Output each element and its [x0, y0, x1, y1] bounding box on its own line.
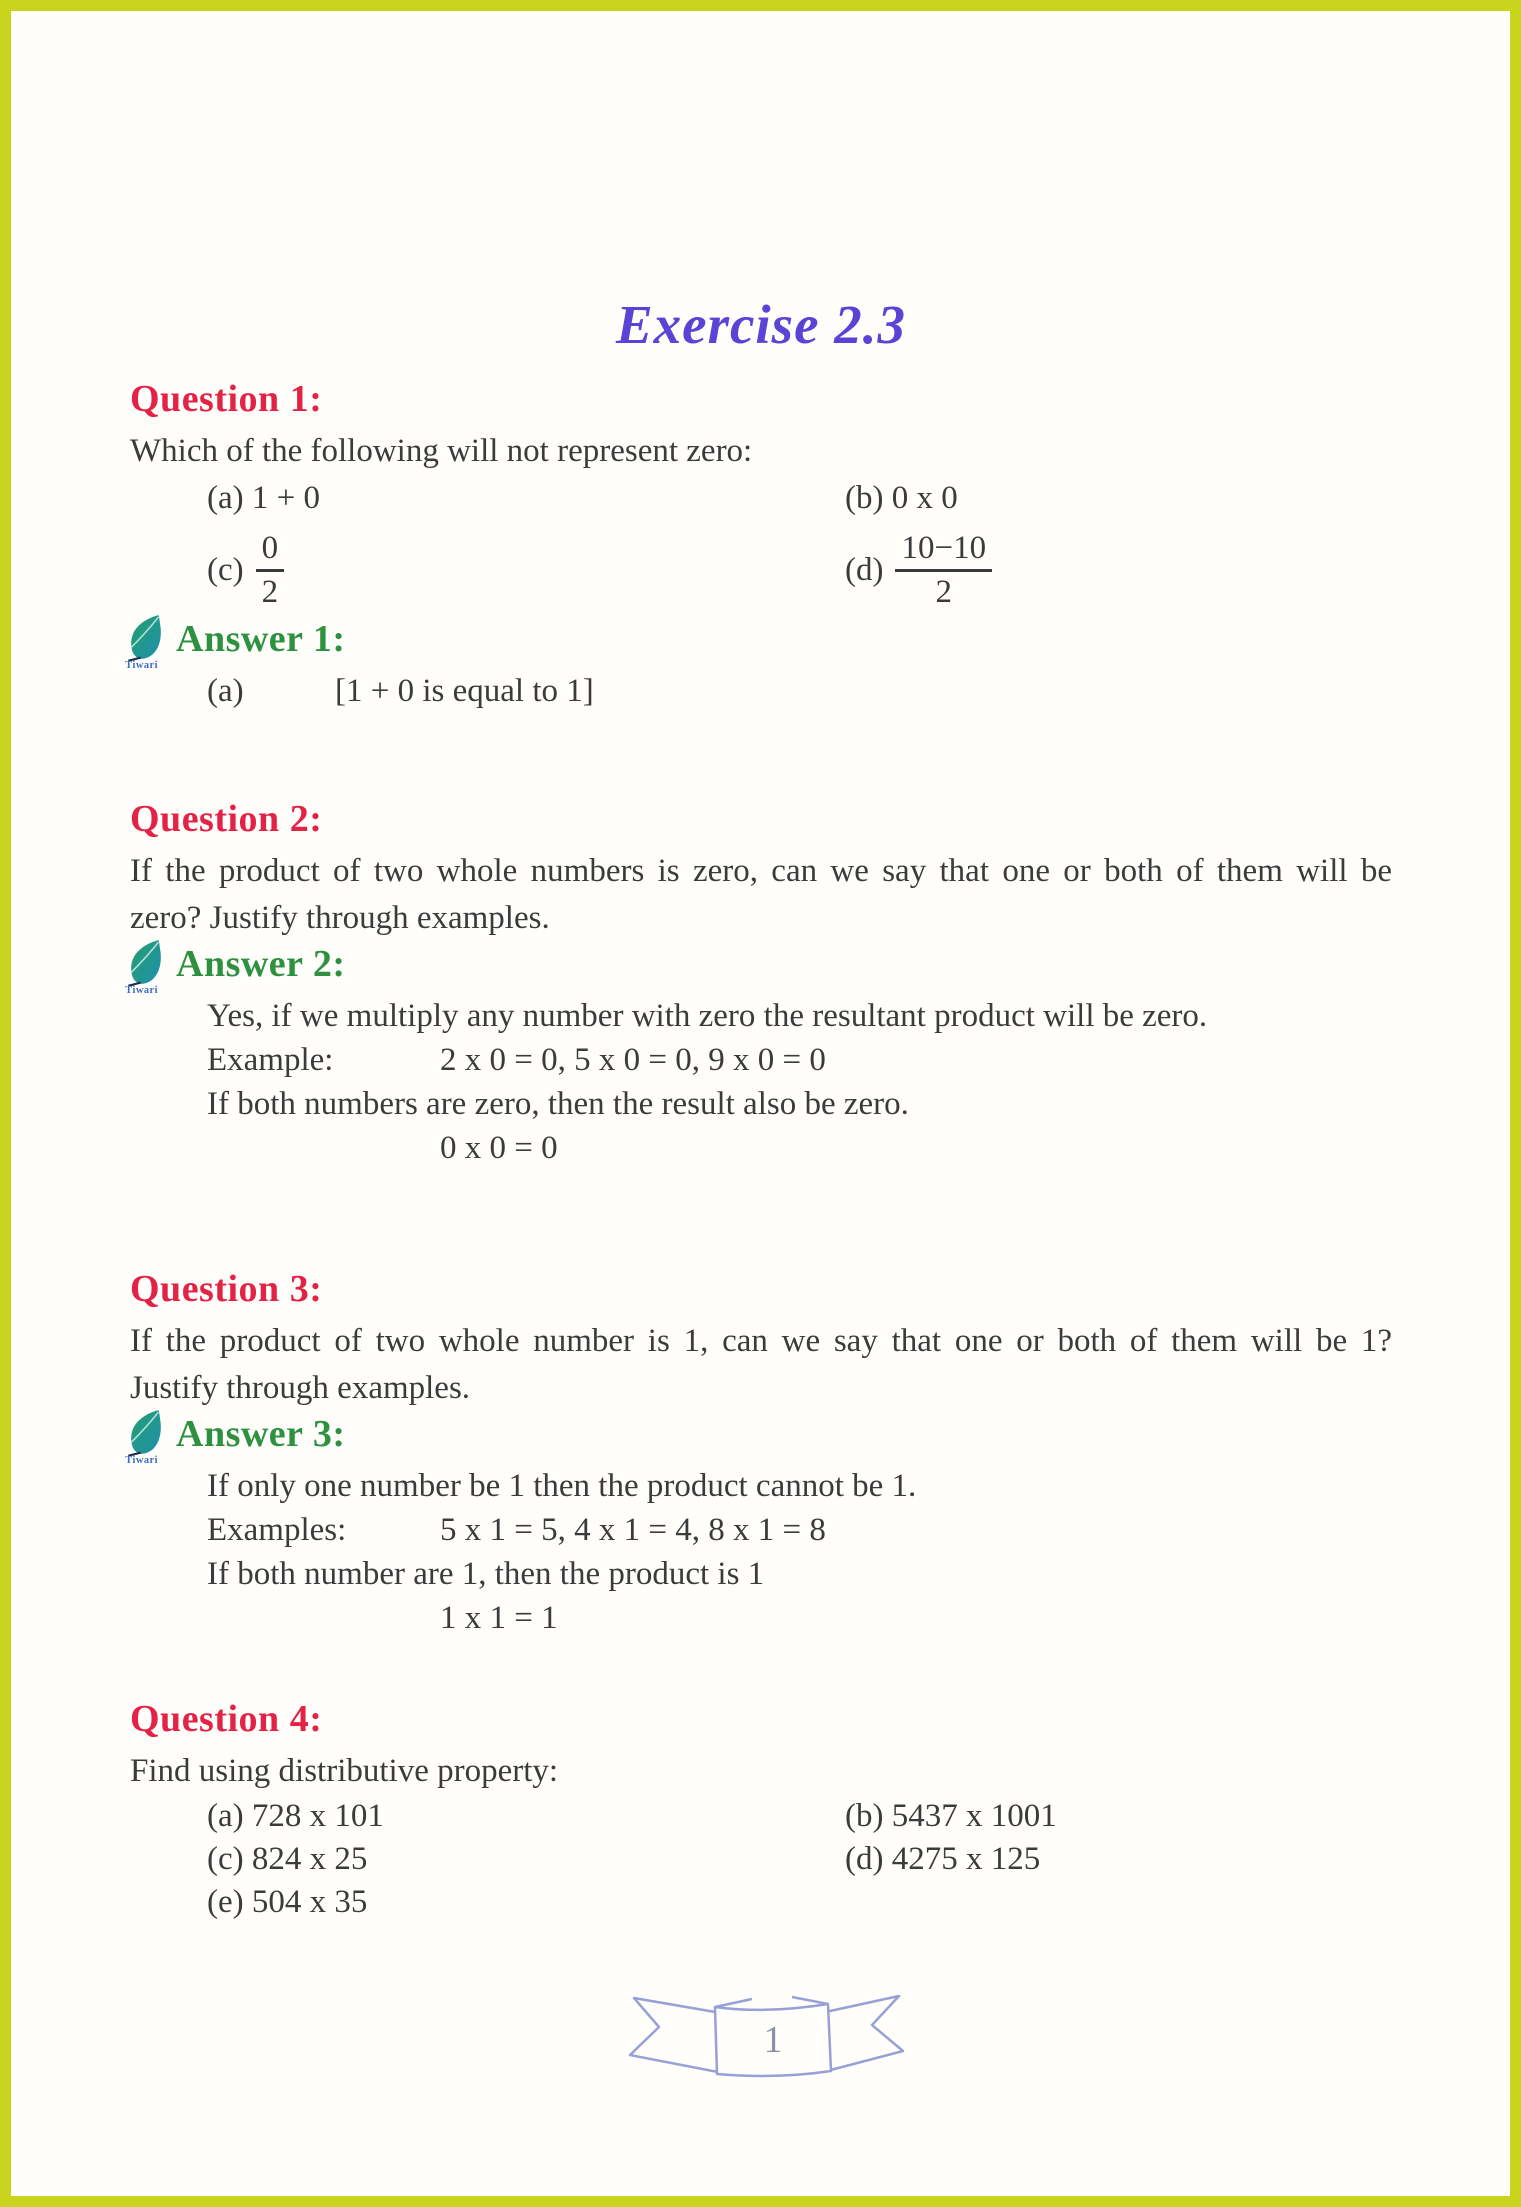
option-c: (c) 824 x 25 [207, 1841, 368, 1877]
question-3-line-1: If the product of two whole number is 1, can we say that one or both of them will be 1? [130, 1323, 1392, 1359]
option-c-label: (c) [207, 552, 244, 588]
option-a: (a) 1 + 0 [207, 480, 320, 516]
fraction-c-numerator: 0 [256, 529, 285, 572]
answer-1-heading [124, 609, 1392, 669]
option-b: (b) 0 x 0 [845, 480, 958, 516]
question-1-section [125, 376, 1392, 713]
tiwari-leaf-icon [124, 613, 170, 669]
question-1-options-row-2 [130, 523, 1392, 617]
answer-1-line [130, 669, 1392, 713]
answer-2-line-1: Yes, if we multiply any number with zero the resultant product will be zero. [207, 998, 1208, 1034]
option-b: (b) 5437 x 1001 [845, 1798, 1057, 1834]
option-d-label: (d) [845, 552, 884, 588]
option-e: (e) 504 x 35 [207, 1884, 368, 1920]
example-equations: 2 x 0 = 0, 5 x 0 = 0, 9 x 0 = 0 [440, 1042, 826, 1078]
option-d [845, 529, 1392, 611]
question-2-line-1: If the product of two whole numbers is zero, can we say that one or both of them will be [130, 853, 1392, 889]
document-content [125, 0, 1392, 2207]
fraction-d [895, 529, 992, 611]
page-title: Exercise 2.3 [615, 294, 906, 355]
answer-3-example-row [130, 1508, 1392, 1552]
question-3-section [125, 1266, 1392, 1640]
examples-equations: 5 x 1 = 5, 4 x 1 = 4, 8 x 1 = 8 [440, 1512, 826, 1548]
page-number-ribbon [611, 1986, 911, 2078]
fraction-c-denominator: 2 [261, 574, 279, 610]
option-d: (d) 4275 x 125 [845, 1841, 1041, 1877]
question-2-heading: Question 2: [130, 798, 323, 840]
answer-3-line-3: 1 x 1 = 1 [440, 1600, 558, 1636]
tiwari-leaf-icon [124, 938, 170, 994]
question-3-line-2: Justify through examples. [130, 1370, 471, 1406]
fraction-d-denominator: 2 [935, 574, 953, 610]
logo-text: Tiwari [125, 659, 159, 669]
answer-3-line-1: If only one number be 1 then the product cannot be 1. [207, 1468, 917, 1504]
question-4-options-row-2 [130, 1838, 1392, 1881]
question-1-options-row-1 [130, 475, 1392, 521]
answer-1-text: [1 + 0 is equal to 1] [335, 673, 594, 709]
question-1-heading: Question 1: [130, 378, 323, 420]
question-4-options-row-3 [130, 1881, 1392, 1924]
fraction-c [256, 529, 285, 611]
tiwari-leaf-icon [124, 1408, 170, 1464]
fraction-d-numerator: 10−10 [895, 529, 992, 572]
question-4-prompt: Find using distributive property: [130, 1753, 559, 1789]
question-2-section [125, 796, 1392, 1170]
answer-2-line-2: If both numbers are zero, then the result also be zero. [207, 1086, 909, 1122]
logo-text: Tiwari [125, 984, 159, 994]
option-c [130, 529, 845, 611]
question-4-heading: Question 4: [130, 1698, 323, 1740]
question-4-section [130, 1696, 1392, 1924]
answer-1-heading-label: Answer 1: [176, 618, 346, 660]
answer-3-heading-label: Answer 3: [176, 1413, 346, 1455]
answer-2-heading-label: Answer 2: [176, 943, 346, 985]
option-a: (a) 728 x 101 [207, 1798, 384, 1834]
answer-2-heading [124, 934, 1392, 994]
example-label: Example: [207, 1042, 334, 1078]
examples-label: Examples: [207, 1512, 347, 1548]
question-3-heading: Question 3: [130, 1268, 323, 1310]
answer-3-line-2: If both number are 1, then the product is 1 [207, 1556, 765, 1592]
answer-2-line-3: 0 x 0 = 0 [440, 1130, 558, 1166]
page-number: 1 [763, 2019, 783, 2061]
logo-text: Tiwari [125, 1454, 159, 1464]
answer-3-heading [124, 1404, 1392, 1464]
ribbon-banner-icon [611, 1986, 911, 2078]
question-4-options-row-1 [130, 1795, 1392, 1838]
answer-2-example-row [130, 1038, 1392, 1082]
question-1-prompt: Which of the following will not represent zero: [130, 433, 753, 469]
answer-1-option-label: (a) [207, 673, 244, 709]
question-2-line-2: zero? Justify through examples. [130, 900, 550, 936]
